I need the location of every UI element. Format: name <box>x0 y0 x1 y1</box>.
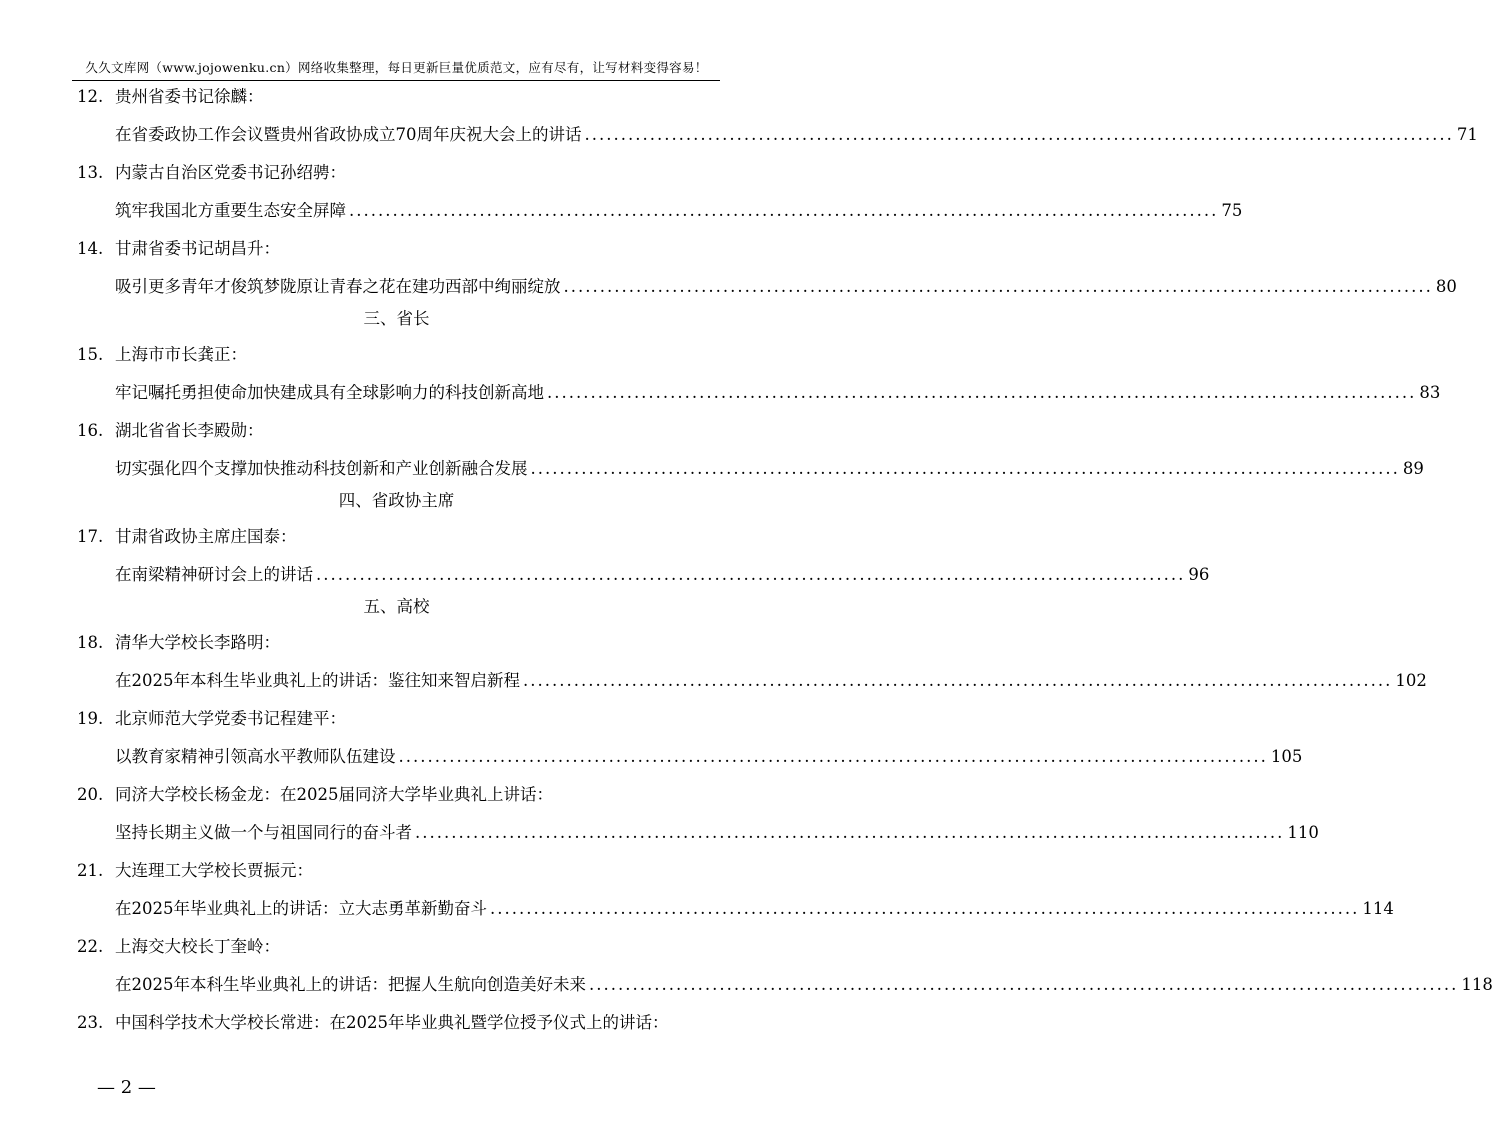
toc-entry-row[interactable] <box>115 196 1243 226</box>
toc-entry-page: 83 <box>1419 383 1441 402</box>
section-title: 五、高校 <box>363 597 430 616</box>
toc-entry-title: 在2025年毕业典礼上的讲话：立大志勇革新勤奋斗 <box>115 899 487 918</box>
toc-entry-page: 80 <box>1435 277 1457 296</box>
toc-entry-row[interactable] <box>115 272 1457 302</box>
dot-leader: ........................................................................................................................ <box>490 899 1360 918</box>
toc-entry-row[interactable] <box>115 560 1210 590</box>
toc-entry-page: 75 <box>1221 201 1243 220</box>
toc-item-author: 大连理工大学校长贾振元： <box>115 861 313 880</box>
toc-heading <box>0 158 793 188</box>
toc-entry-title: 筑牢我国北方重要生态安全屏障 <box>115 201 346 220</box>
toc-entry-row[interactable] <box>115 742 1303 772</box>
toc-item-author: 内蒙古自治区党委书记孙绍骋： <box>115 163 346 182</box>
toc-item-author: 甘肃省政协主席庄国泰： <box>115 527 297 546</box>
toc-entry-page: 118 <box>1461 975 1493 994</box>
toc-entry-page: 114 <box>1362 899 1394 918</box>
toc-item-number: 15. <box>77 345 104 364</box>
toc-entry-page: 102 <box>1395 671 1427 690</box>
toc-entry <box>0 818 1319 848</box>
toc-entry-title: 在省委政协工作会议暨贵州省政协成立70周年庆祝大会上的讲话 <box>115 125 582 144</box>
toc-item-author: 中国科学技术大学校长常进：在2025年毕业典礼暨学位授予仪式上的讲话： <box>115 1013 669 1032</box>
toc-entry-title: 在2025年本科生毕业典礼上的讲话：鉴往知来智启新程 <box>115 671 520 690</box>
toc-section-heading <box>0 592 793 622</box>
dot-leader: ........................................................................................................................ <box>316 565 1186 584</box>
toc-item-author: 贵州省委书记徐麟： <box>115 87 264 106</box>
dot-leader: ........................................................................................................................ <box>563 277 1433 296</box>
toc-entry-row[interactable] <box>115 970 1493 1000</box>
section-title: 三、省长 <box>363 309 430 328</box>
toc-entry-row[interactable] <box>115 120 1478 150</box>
toc-item-author: 上海市市长龚正： <box>115 345 247 364</box>
toc-section-heading <box>0 304 793 334</box>
toc-heading <box>0 522 793 552</box>
toc-entry-page: 71 <box>1456 125 1478 144</box>
toc-entry-title: 牢记嘱托勇担使命加快建成具有全球影响力的科技创新高地 <box>115 383 544 402</box>
toc-entry <box>0 378 1441 408</box>
toc-item-author: 上海交大校长丁奎岭： <box>115 937 280 956</box>
section-title: 四、省政协主席 <box>338 491 455 510</box>
toc-entry-row[interactable] <box>115 818 1319 848</box>
toc-item-number: 22. <box>77 937 104 956</box>
toc-item-author: 清华大学校长李路明： <box>115 633 280 652</box>
page-header-note: 久久文库网（www.jojowenku.cn）网络收集整理，每日更新巨量优质范文，应有尽有，让写材料变得容易！ <box>85 60 708 75</box>
toc-entry-title: 在2025年本科生毕业典礼上的讲话：把握人生航向创造美好未来 <box>115 975 586 994</box>
toc-heading <box>0 856 793 886</box>
dot-leader: ........................................................................................................................ <box>530 459 1400 478</box>
toc-item-number: 19. <box>77 709 104 728</box>
toc-heading <box>0 704 793 734</box>
toc-heading <box>0 628 793 658</box>
toc-item-author: 北京师范大学党委书记程建平： <box>115 709 346 728</box>
toc-entry-row[interactable] <box>115 894 1394 924</box>
toc-entry-row[interactable] <box>115 378 1441 408</box>
toc-entry-page: 110 <box>1287 823 1319 842</box>
toc-entry <box>0 272 1457 302</box>
toc-item-number: 16. <box>77 421 104 440</box>
toc-entry <box>0 196 1243 226</box>
toc-entry <box>0 454 1424 484</box>
toc-entry-title: 以教育家精神引领高水平教师队伍建设 <box>115 747 396 766</box>
toc-entry-title: 切实强化四个支撑加快推动科技创新和产业创新融合发展 <box>115 459 528 478</box>
toc-item-number: 21. <box>77 861 104 880</box>
toc-heading <box>0 1008 793 1038</box>
dot-leader: ........................................................................................................................ <box>584 125 1454 144</box>
toc-item-number: 13. <box>77 163 104 182</box>
toc-entry <box>0 560 1210 590</box>
toc-item-number: 23. <box>77 1013 104 1032</box>
dot-leader: ........................................................................................................................ <box>589 975 1459 994</box>
toc-entry-row[interactable] <box>115 666 1427 696</box>
toc-heading <box>0 780 793 810</box>
toc-entry-page: 105 <box>1270 747 1303 766</box>
dot-leader: ........................................................................................................................ <box>349 201 1219 220</box>
toc-item-number: 14. <box>77 239 104 258</box>
toc-item-number: 20. <box>77 785 104 804</box>
toc-heading <box>0 340 793 370</box>
toc-entry <box>0 894 1394 924</box>
toc-entry-title: 坚持长期主义做一个与祖国同行的奋斗者 <box>115 823 412 842</box>
toc-item-number: 17. <box>77 527 104 546</box>
dot-leader: ........................................................................................................................ <box>415 823 1285 842</box>
toc-section-heading <box>0 486 793 516</box>
dot-leader: ........................................................................................................................ <box>398 747 1268 766</box>
toc-item-author: 同济大学校长杨金龙：在2025届同济大学毕业典礼上讲话： <box>115 785 553 804</box>
toc-heading <box>0 932 793 962</box>
header-rule <box>72 80 720 81</box>
toc-entry <box>0 742 1303 772</box>
toc-entry-page: 89 <box>1402 459 1424 478</box>
toc-entry <box>0 666 1427 696</box>
toc-item-author: 甘肃省委书记胡昌升： <box>115 239 280 258</box>
toc-entry-title: 吸引更多青年才俊筑梦陇原让青春之花在建功西部中绚丽绽放 <box>115 277 561 296</box>
dot-leader: ........................................................................................................................ <box>547 383 1417 402</box>
toc-item-number: 12. <box>77 87 104 106</box>
toc-heading <box>0 234 793 264</box>
page-number: — 2 — <box>97 1077 156 1098</box>
dot-leader: ........................................................................................................................ <box>523 671 1393 690</box>
toc-entry-row[interactable] <box>115 454 1424 484</box>
toc-entry-title: 在南梁精神研讨会上的讲话 <box>115 565 313 584</box>
toc-entry <box>0 970 1493 1000</box>
toc-item-number: 18. <box>77 633 104 652</box>
toc-item-author: 湖北省省长李殿勋： <box>115 421 264 440</box>
toc-heading <box>0 416 793 446</box>
toc-heading <box>0 82 793 112</box>
toc-entry-page: 96 <box>1188 565 1210 584</box>
toc-entry <box>0 120 1478 150</box>
